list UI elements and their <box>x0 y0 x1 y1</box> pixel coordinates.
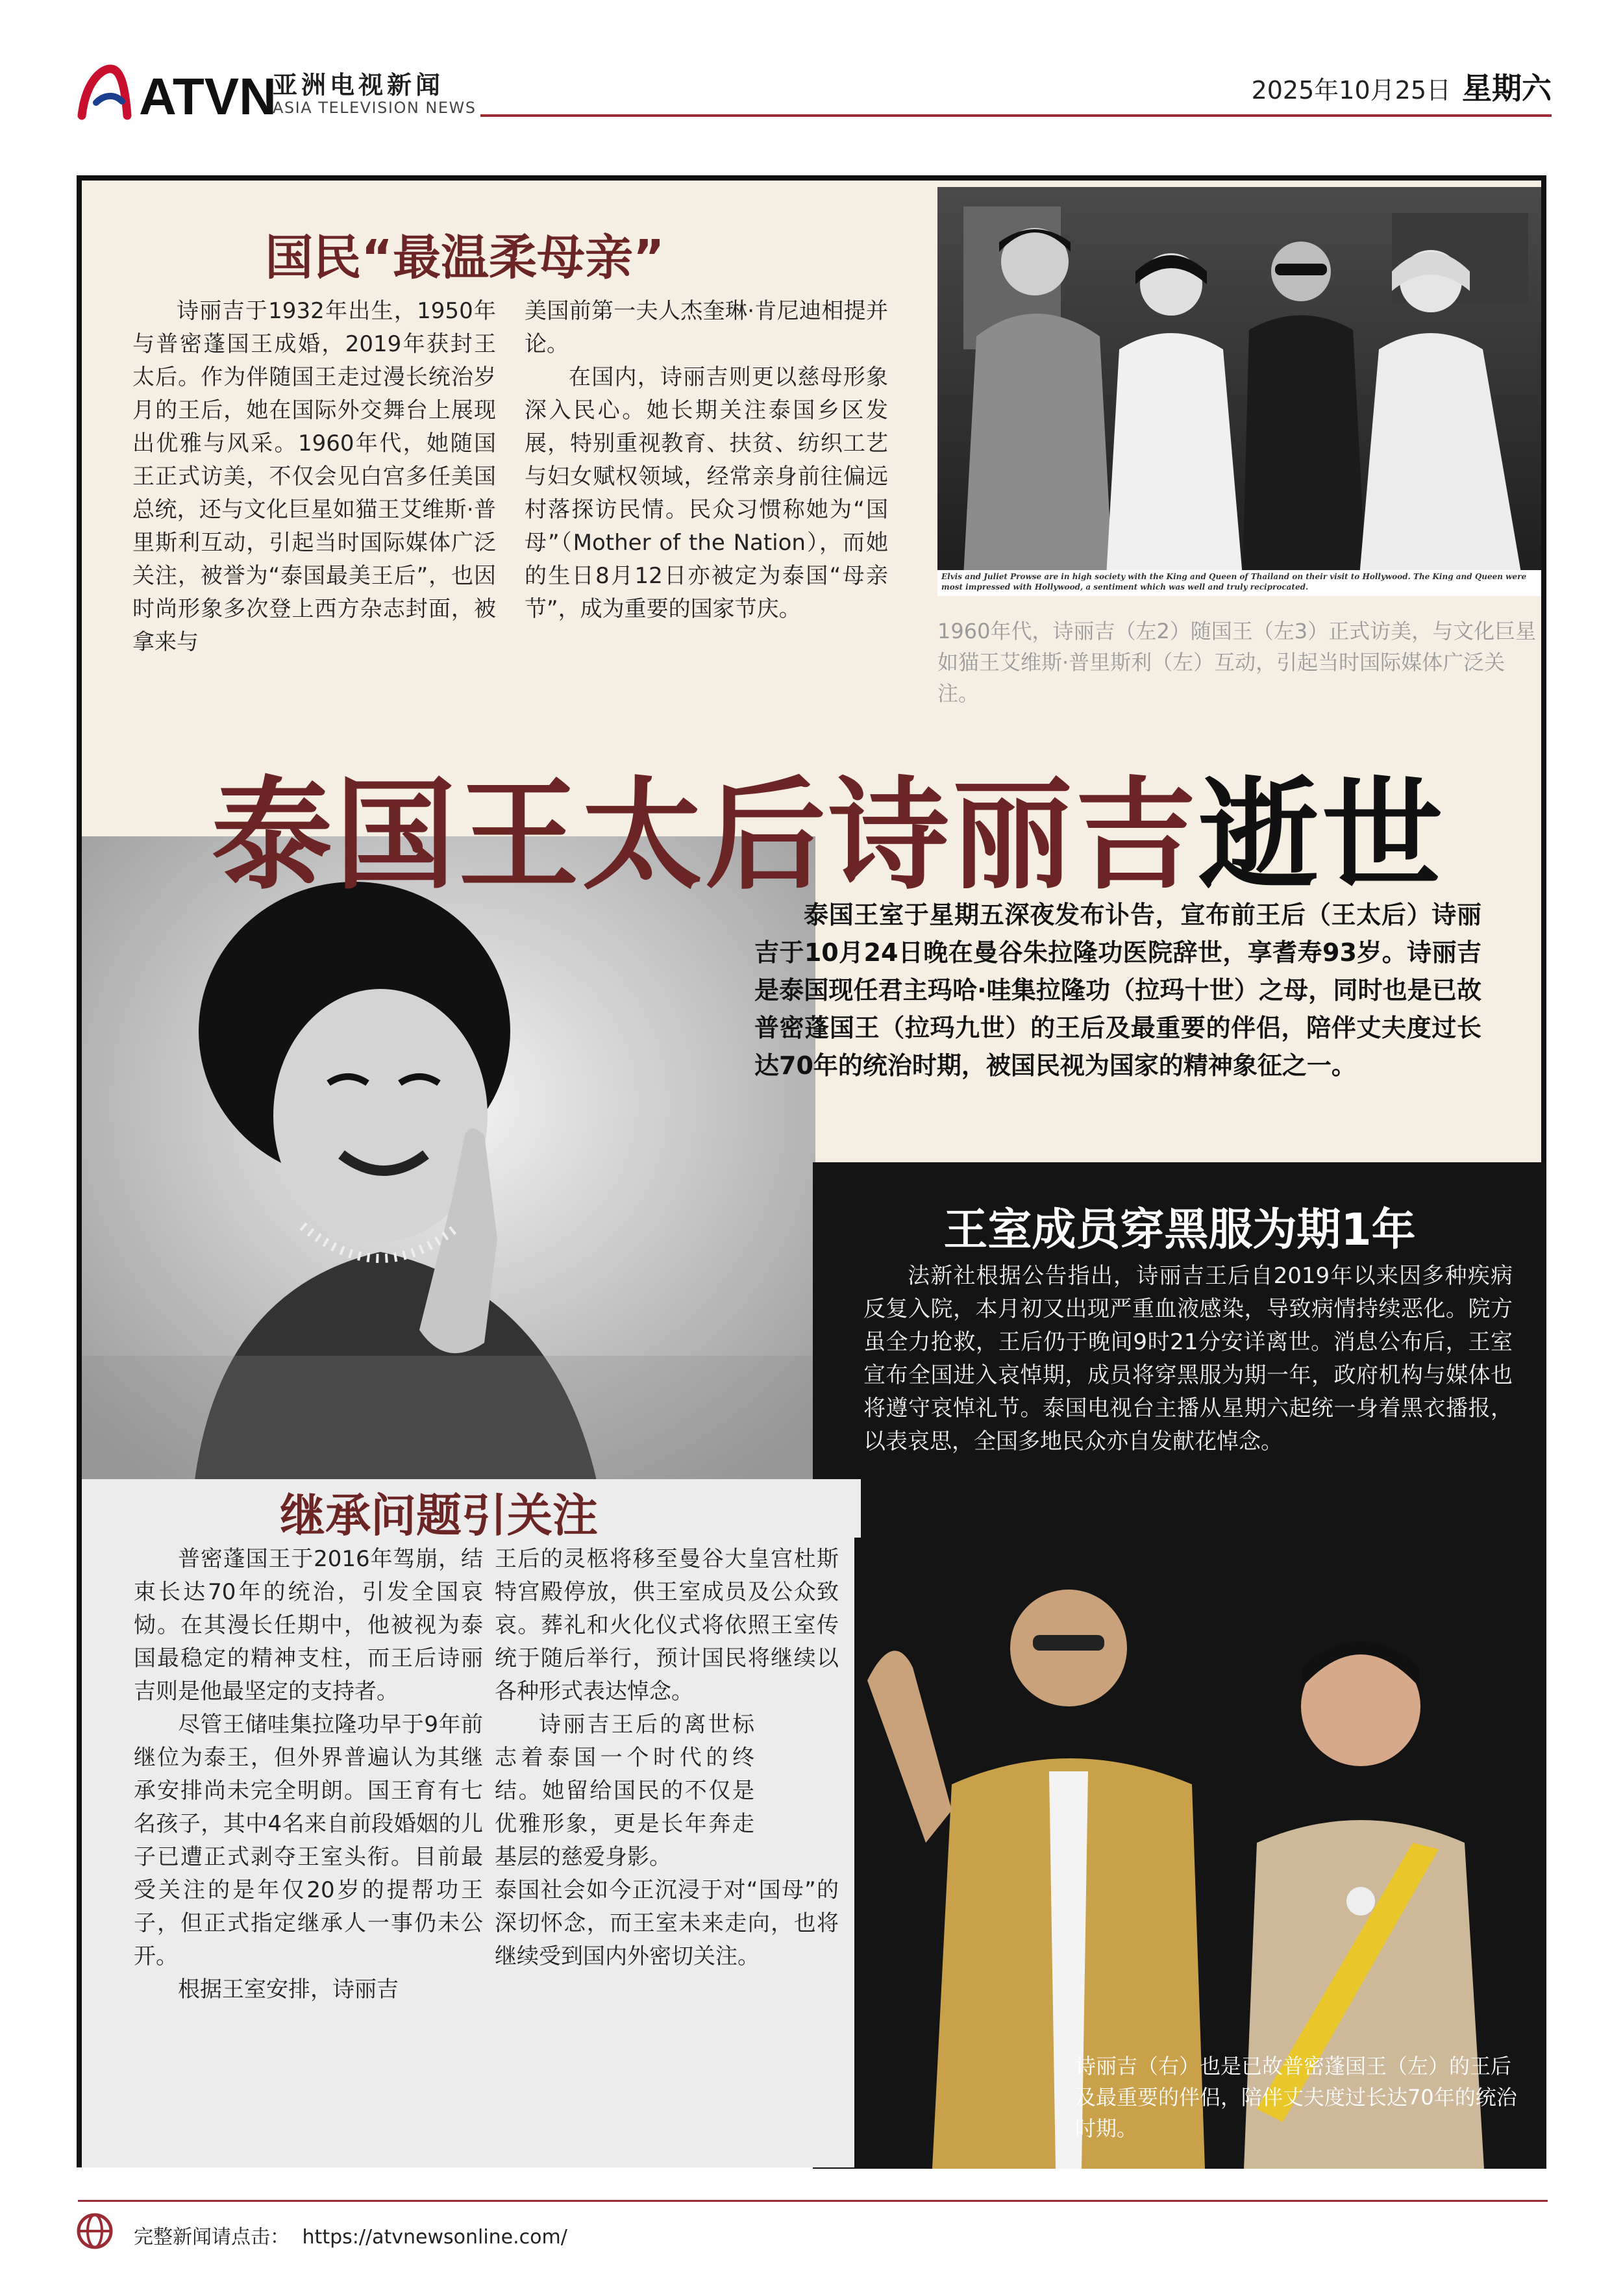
footer-link-line <box>134 2221 567 2249</box>
section-title-black-attire: 王室成员穿黑服为期1年 <box>943 1204 1416 1256</box>
section1-col1: 诗丽吉于1932年出生，1950年与普密蓬国王成婚，2019年获封王太后。作为伴随国王走过漫长统治岁月的王后，她在国际外交舞台上展现出优雅与风采。1960年代，她随国王正式访美，不仅会见白宫多任美国总统，还与文化巨星如猫王艾维斯·普里斯利互动，引起当时国际媒体广泛关注，被誉为“泰国最美王后”，也因时尚形象多次登上西方杂志封面，被拿来与 <box>132 298 496 655</box>
footer-rule <box>78 2200 1548 2202</box>
logo-text: ATVN <box>139 68 277 125</box>
section3-col1: 普密蓬国王于2016年驾崩，结束长达70年的统治，引发全国哀恸。在其漫长任期中，他被视为泰国最稳定的精神支柱，而王后诗丽吉则是他最坚定的支持者。 尽管王储哇集拉隆功早于9年前继位为泰王，但外界普遍认为其继承安排尚未完全明朗。国王育有七名孩子，其中4名来自前段婚姻的儿子已遭正式剥夺王室头衔。目前最受关注的是年仅20岁的提帮功王子，但正式指定继承人一事仍未公开。 根据王室安排，诗丽吉 <box>134 1546 483 2003</box>
photo2-caption: 诗丽吉（右）也是已故普密蓬国王（左）的王后及最重要的伴侣，陪伴丈夫度过长达70年的统治时期。 <box>1075 2054 1517 2141</box>
brand-name-en: ASIA TELEVISION NEWS <box>273 99 477 117</box>
issue-date: 2025年10月25日 <box>1251 76 1451 105</box>
headline-part2: 逝世 <box>1198 765 1446 906</box>
main-headline <box>212 739 1445 912</box>
footer-label: 完整新闻请点击： <box>134 2226 290 2249</box>
brand-name-cn: 亚洲电视新闻 <box>273 71 445 99</box>
headline-part1: 泰国王太后诗丽吉 <box>212 765 1199 906</box>
lead-paragraph: 泰国王室于星期五深夜发布讣告，宣布前王后（王太后）诗丽吉于10月24日晚在曼谷朱拉隆功医院辞世，享耆寿93岁。诗丽吉是泰国现任君主玛哈·哇集拉隆功（拉玛十世）之母，同时也是已故普密蓬国王（拉玛九世）的王后及最重要的伴侣，陪伴丈夫度过长达70年的统治时期，被国民视为国家的精神象征之一。 <box>754 901 1481 1080</box>
section3-col2: 王后的灵柩将移至曼谷大皇宫杜斯特宫殿停放，供王室成员及公众致哀。葬礼和火化仪式将依照王室传统于随后举行，预计国民将继续以各种形式表达悼念。 诗丽吉王后的离世标志着泰国一个时代的终结。她留给国民的不仅是优雅形象，更是长年奔走基层的慈爱身影。 泰国社会如今正沉浸于对“国母”的深切怀念，而王室未来走向，也将继续受到国内外密切关注。 <box>495 1546 839 1969</box>
portrait-queen-sirikit <box>82 836 815 1503</box>
footer-url-link[interactable]: https://atvnewsonline.com/ <box>302 2226 567 2249</box>
section2-body: 法新社根据公告指出，诗丽吉王后自2019年以来因多种疾病反复入院，本月初又出现严重血液感染，导致病情持续恶化。院方虽全力抢救，王后仍于晚间9时21分安详离世。消息公布后，王室宣布全国进入哀悼期，成员将穿黑服为期一年，政府机构与媒体也将遵守哀悼礼节。泰国电视台主播从星期六起统一身着黑衣播报，以表哀思，全国多地民众亦自发献花悼念。 <box>863 1263 1513 1454</box>
section-title-succession: 继承问题引关注 <box>280 1489 598 1542</box>
photo-elvis-royal-visit <box>937 187 1541 596</box>
article-frame <box>77 175 1546 2167</box>
section1-col2: 美国前第一夫人杰奎琳·肯尼迪相提并论。 在国内，诗丽吉则更以慈母形象深入民心。她长期关注泰国乡区发展，特别重视教育、扶贫、纺织工艺与妇女赋权领域，经常亲身前往偏远村落探访民情。民众习惯称她为“国母”（Mother of the Nation），而她的生日8月12日亦被定为泰国“母亲节”，成为重要的国家节庆。 <box>525 298 888 622</box>
atvn-logo[interactable] <box>77 62 277 125</box>
photo1-inset-caption: Elvis and Juliet Prowse are in high society with the King and Queen of Thailand on their visit to Hollywood. The King and Queen were most impressed with Hollywood, a sentiment which was well and truly reciprocated. <box>941 572 1527 592</box>
issue-weekday: 星期六 <box>1462 71 1552 106</box>
photo1-caption: 1960年代，诗丽吉（左2）随国王（左3）正式访美，与文化巨星如猫王艾维斯·普里斯利（左）互动，引起当时国际媒体广泛关注。 <box>937 619 1537 706</box>
globe-icon <box>77 2213 113 2249</box>
section-title-gentle-mother: 国民“最温柔母亲” <box>265 230 665 286</box>
header-rule <box>480 114 1552 117</box>
photo-elvis-drawing <box>937 187 1541 596</box>
portrait-drawing <box>82 836 815 1503</box>
